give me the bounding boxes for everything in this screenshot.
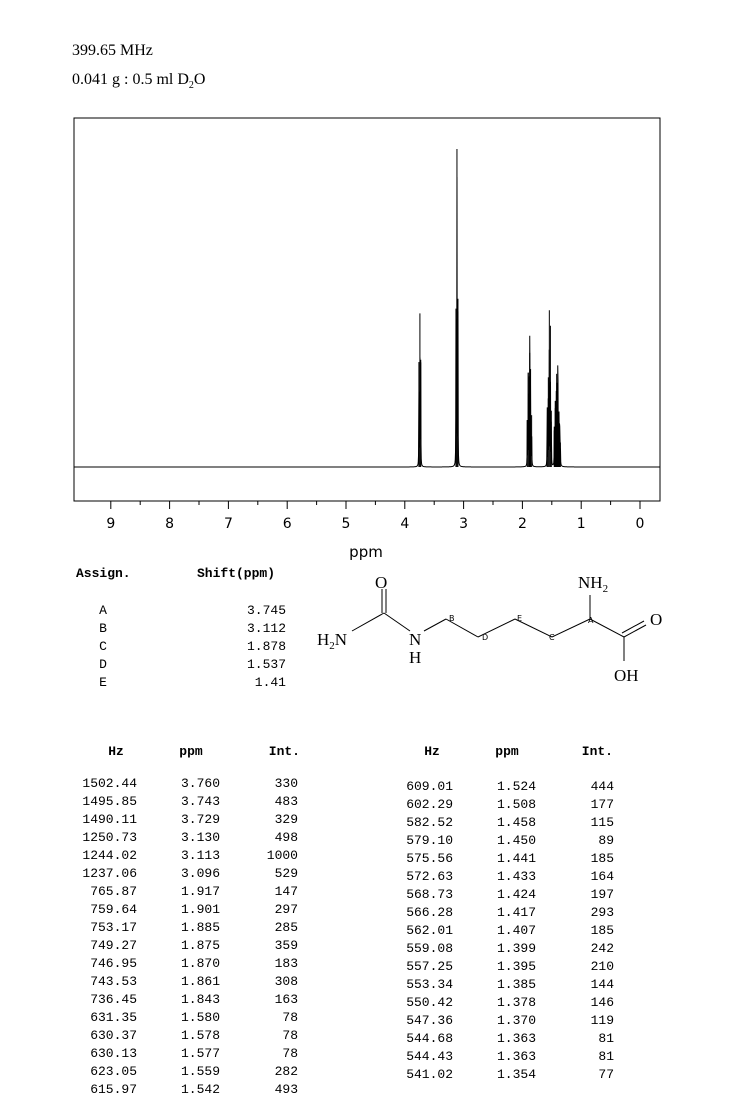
table-row [386,958,614,976]
table-row [70,775,298,793]
assignment-shift: 1.41 [254,675,286,690]
peak-ppm: 1.542 [180,1082,220,1097]
table-row [386,796,614,814]
table-row [70,811,298,829]
x-tick-label: 6 [282,516,292,532]
x-tick-label: 3 [459,516,469,532]
peak-ppm: 1.870 [180,956,220,971]
amide-nh2-label [317,630,347,652]
peak-intensity: 285 [274,920,298,935]
peak-ppm: 1.508 [496,797,536,812]
peak-ppm: 1.577 [180,1046,220,1061]
assignment-row [76,602,286,620]
x-tick-label: 7 [223,516,233,532]
table-row [386,1012,614,1030]
peak-intensity: 185 [590,923,614,938]
assign-column-header: Assign. [76,566,131,581]
peak-hz: 559.08 [406,941,453,956]
spectrometer-frequency: 399.65 MHz [72,42,153,59]
table-row [386,922,614,940]
ppm-column-header-left: ppm [179,744,203,759]
peak-ppm: 3.096 [180,866,220,881]
peak-hz: 749.27 [90,938,137,953]
shift-column-header: Shift(ppm) [197,566,276,581]
assignment-row [76,674,286,692]
peak-hz: 562.01 [406,923,453,938]
peak-ppm: 1.843 [180,992,220,1007]
peak-hz: 609.01 [406,779,453,794]
peak-hz: 630.37 [90,1028,137,1043]
peak-ppm: 1.407 [496,923,536,938]
peak-hz: 623.05 [90,1064,137,1079]
peak-hz: 746.95 [90,956,137,971]
x-tick-label: 5 [341,516,351,532]
urea-hydrogen: H [409,648,422,667]
peak-ppm: 3.130 [180,830,220,845]
ppm-column-header-right: ppm [495,744,519,759]
peak-intensity: 146 [590,995,614,1010]
table-row [386,904,614,922]
x-tick-label: 0 [635,516,645,532]
int-column-header-right: Int. [581,744,613,759]
position-d-label: D [482,633,489,642]
position-b-label: B [449,614,455,623]
sample-suffix: O [193,71,206,88]
peak-intensity: 163 [274,992,298,1007]
peak-hz: 544.43 [406,1049,453,1064]
assignment-shift: 1.537 [246,657,286,672]
peak-hz: 765.87 [90,884,137,899]
peak-intensity: 183 [274,956,298,971]
peak-ppm: 1.875 [180,938,220,953]
peak-intensity: 444 [590,779,614,794]
peak-intensity: 293 [590,905,614,920]
peak-hz: 1237.06 [82,866,137,881]
peak-intensity: 81 [598,1049,614,1064]
peak-ppm: 1.354 [496,1067,536,1082]
x-tick-label: 1 [576,516,586,532]
peak-intensity: 115 [590,815,614,830]
peak-ppm: 1.458 [496,815,536,830]
peak-ppm: 1.433 [496,869,536,884]
peak-hz: 568.73 [406,887,453,902]
peak-hz: 630.13 [90,1046,137,1061]
peak-hz: 553.34 [406,977,453,992]
peak-ppm: 1.559 [180,1064,220,1079]
peak-ppm: 1.885 [180,920,220,935]
peak-ppm: 1.441 [496,851,536,866]
table-row [70,1027,298,1045]
assignment-shift: 3.745 [246,603,286,618]
peak-ppm: 3.760 [180,776,220,791]
peak-intensity: 529 [274,866,298,881]
table-row [70,973,298,991]
peak-intensity: 78 [282,1028,298,1043]
peak-hz: 550.42 [406,995,453,1010]
spectrum-trace [74,177,660,467]
hz-column-header-left: Hz [108,744,124,759]
peak-ppm: 1.578 [180,1028,220,1043]
table-row [70,1045,298,1063]
peak-intensity: 210 [590,959,614,974]
peak-intensity: 197 [590,887,614,902]
peak-intensity: 177 [590,797,614,812]
peak-hz: 544.68 [406,1031,453,1046]
table-row [70,1063,298,1081]
amide-h-subscript: 2 [329,640,335,652]
peak-hz: 615.97 [90,1082,137,1097]
amide-n: N [334,630,348,649]
peak-hz: 566.28 [406,905,453,920]
peak-hz: 1250.73 [82,830,137,845]
table-row [386,778,614,796]
peak-intensity: 1000 [266,848,298,863]
table-row [386,868,614,886]
peak-ppm: 1.399 [496,941,536,956]
peak-hz: 547.36 [406,1013,453,1028]
peak-ppm: 3.729 [180,812,220,827]
molecular-structure [312,568,672,693]
table-row [386,940,614,958]
peak-intensity: 119 [590,1013,614,1028]
x-tick-label: 9 [106,516,116,532]
peak-intensity: 185 [590,851,614,866]
sample-description [72,71,205,91]
peak-ppm: 1.370 [496,1013,536,1028]
peak-hz: 541.02 [406,1067,453,1082]
peak-intensity: 242 [590,941,614,956]
sample-subscript: 2 [188,80,194,92]
peak-ppm: 3.113 [180,848,220,863]
table-row [70,793,298,811]
peak-hz: 1490.11 [82,812,137,827]
peak-intensity: 81 [598,1031,614,1046]
assignment-table [76,602,286,692]
peak-hz: 579.10 [406,833,453,848]
peak-intensity: 308 [274,974,298,989]
table-row [386,814,614,832]
peak-ppm: 1.385 [496,977,536,992]
amide-h: H [317,630,330,649]
table-row [386,832,614,850]
table-row [70,865,298,883]
peak-intensity: 297 [274,902,298,917]
table-row [386,994,614,1012]
alpha-amine-subscript: 2 [602,583,609,595]
peak-intensity: 330 [274,776,298,791]
peak-intensity: 78 [282,1010,298,1025]
table-row [70,955,298,973]
peak-hz: 631.35 [90,1010,137,1025]
table-row [386,1030,614,1048]
int-column-header-left: Int. [268,744,300,759]
peak-intensity: 493 [274,1082,298,1097]
assignment-row [76,656,286,674]
alpha-amine-nh: NH [578,573,603,592]
table-row [386,976,614,994]
peak-ppm: 3.743 [180,794,220,809]
nmr-spectrum-chart [60,110,680,565]
peak-intensity: 498 [274,830,298,845]
assignment-row [76,638,286,656]
table-row [70,937,298,955]
assignment-label: B [99,621,107,636]
peak-ppm: 1.861 [180,974,220,989]
peak-intensity: 144 [590,977,614,992]
assignment-label: D [99,657,107,672]
table-row [70,991,298,1009]
x-tick-label: 8 [165,516,175,532]
peak-ppm: 1.378 [496,995,536,1010]
peak-intensity: 77 [598,1067,614,1082]
hz-column-header-right: Hz [424,744,440,759]
assignment-row [76,620,286,638]
table-row [70,847,298,865]
peak-ppm: 1.363 [496,1031,536,1046]
peak-ppm: 1.901 [180,902,220,917]
table-row [70,1081,298,1099]
alpha-amine-label [578,573,608,595]
peak-intensity: 359 [274,938,298,953]
peak-hz: 1244.02 [82,848,137,863]
table-row [70,829,298,847]
peak-intensity: 147 [274,884,298,899]
peak-hz: 582.52 [406,815,453,830]
acid-hydroxyl: OH [614,666,639,685]
assignment-label: C [99,639,107,654]
assignment-label: E [99,675,107,690]
peak-intensity: 329 [274,812,298,827]
peak-hz: 1495.85 [82,794,137,809]
x-axis [74,501,660,532]
table-row [70,901,298,919]
peak-intensity: 164 [590,869,614,884]
table-row [386,1066,614,1084]
table-row [386,886,614,904]
assignment-shift: 3.112 [246,621,286,636]
peak-intensity: 282 [274,1064,298,1079]
assignment-shift: 1.878 [246,639,286,654]
sample-prefix: 0.041 g : 0.5 ml D [72,71,189,88]
peak-hz: 572.63 [406,869,453,884]
urea-nitrogen: N [409,630,422,649]
peak-intensity: 89 [598,833,614,848]
peak-hz: 575.56 [406,851,453,866]
plot-frame [74,118,660,501]
peak-ppm: 1.363 [496,1049,536,1064]
peak-intensity: 483 [274,794,298,809]
peak-ppm: 1.417 [496,905,536,920]
peak-table-right [386,778,614,1084]
position-e-label: E [517,614,523,623]
x-tick-label: 4 [400,516,410,532]
peak-hz: 602.29 [406,797,453,812]
position-a-label: A [588,616,594,625]
table-row [70,1009,298,1027]
peak-table-left [70,775,298,1099]
peak-hz: 1502.44 [82,776,137,791]
x-axis-label: ppm [349,543,383,561]
peak-ppm: 1.395 [496,959,536,974]
position-c-label: C [549,633,555,642]
peak-ppm: 1.450 [496,833,536,848]
peak-hz: 743.53 [90,974,137,989]
table-row [386,1048,614,1066]
spectrum-peaks [74,149,660,467]
table-row [70,919,298,937]
assignment-label: A [99,603,107,618]
peak-ppm: 1.580 [180,1010,220,1025]
acid-carbonyl-oxygen: O [650,610,663,629]
peak-ppm: 1.524 [496,779,536,794]
peak-ppm: 1.424 [496,887,536,902]
peak-intensity: 78 [282,1046,298,1061]
peak-hz: 557.25 [406,959,453,974]
table-row [386,850,614,868]
peak-hz: 736.45 [90,992,137,1007]
peak-ppm: 1.917 [180,884,220,899]
table-row [70,883,298,901]
peak-hz: 753.17 [90,920,137,935]
peak-hz: 759.64 [90,902,137,917]
x-tick-label: 2 [517,516,527,532]
carbonyl-oxygen: O [375,573,388,592]
